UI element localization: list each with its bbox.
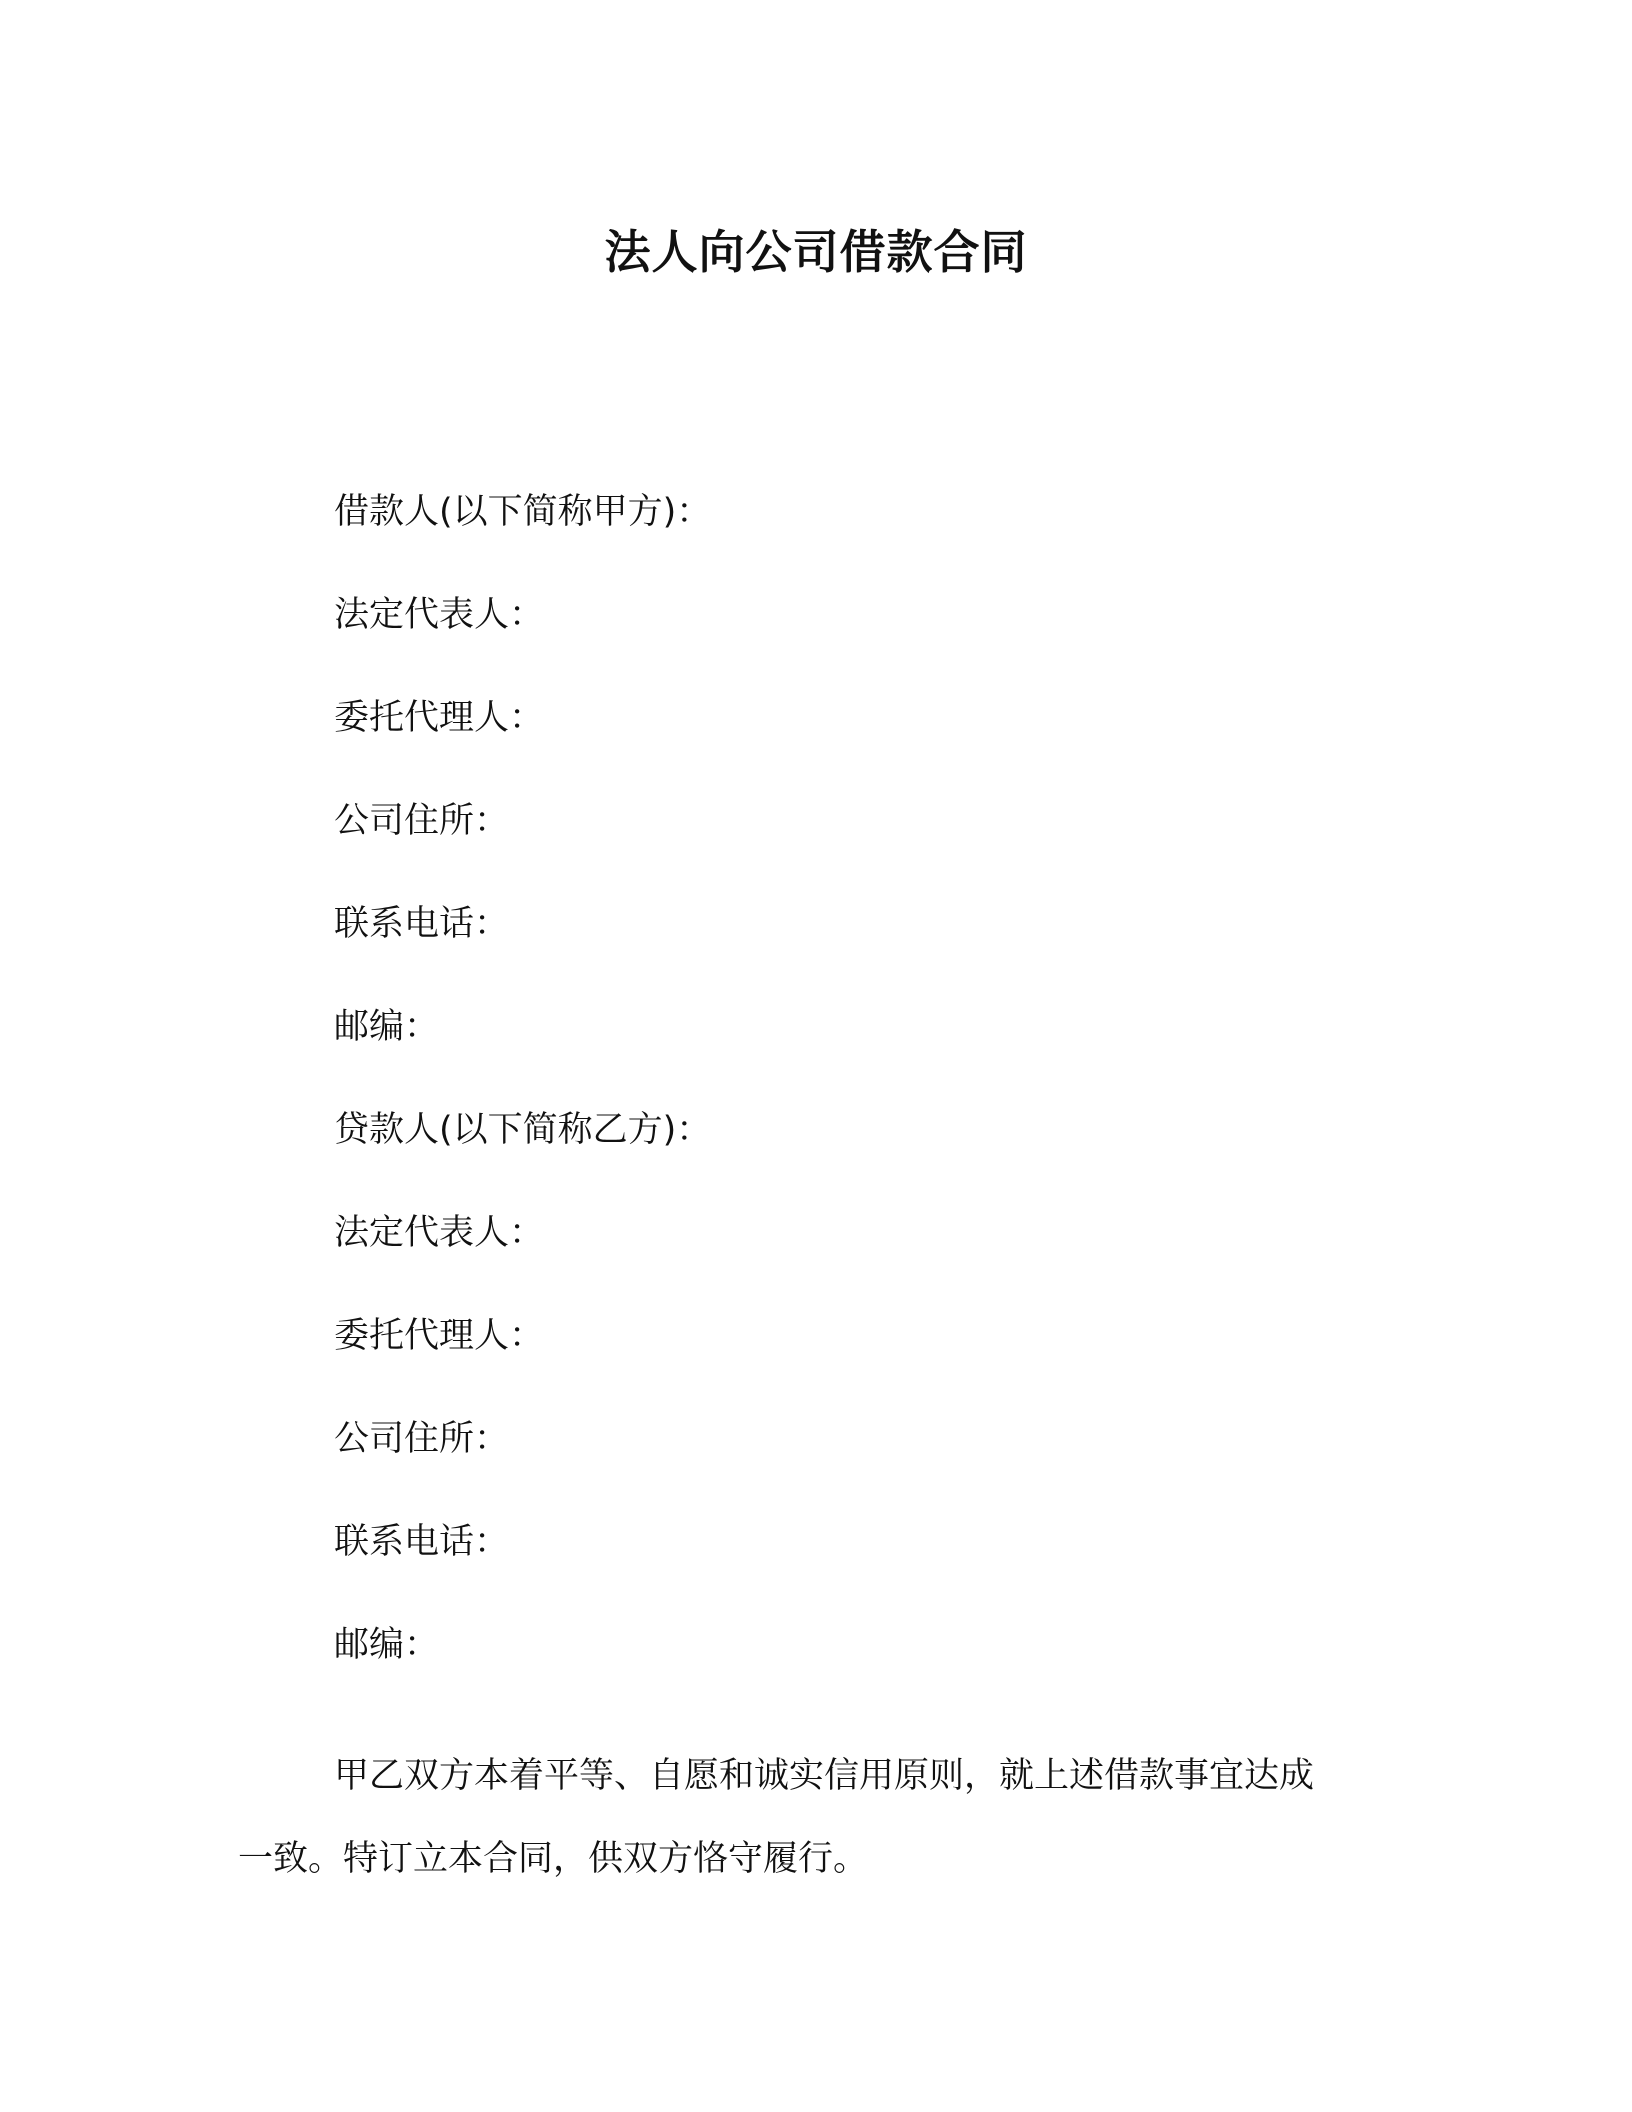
agreement-line-2: 一致。特订立本合同，供双方恪守履行。 — [238, 1839, 869, 1879]
borrower-heading: 借款人(以下简称甲方)： — [334, 492, 712, 532]
document-title: 法人向公司借款合同 — [604, 225, 1028, 279]
agreement-line-1: 甲乙双方本着平等、自愿和诚实信用原则，就上述借款事宜达成 — [334, 1756, 1315, 1796]
agreement-paragraph — [238, 1735, 1388, 1901]
borrower-authorized-agent-label: 委托代理人： — [334, 698, 545, 738]
borrower-company-address-label: 公司住所： — [334, 801, 510, 841]
lender-authorized-agent-label: 委托代理人： — [334, 1316, 545, 1356]
borrower-legal-representative-label: 法定代表人： — [334, 595, 545, 635]
lender-heading: 贷款人(以下简称乙方)： — [334, 1110, 712, 1150]
lender-phone-label: 联系电话： — [334, 1522, 510, 1562]
lender-company-address-label: 公司住所： — [334, 1419, 510, 1459]
borrower-postcode-label: 邮编： — [334, 1007, 440, 1047]
lender-legal-representative-label: 法定代表人： — [334, 1213, 545, 1253]
lender-postcode-label: 邮编： — [334, 1625, 440, 1665]
party-fields — [334, 488, 1434, 1724]
borrower-phone-label: 联系电话： — [334, 904, 510, 944]
